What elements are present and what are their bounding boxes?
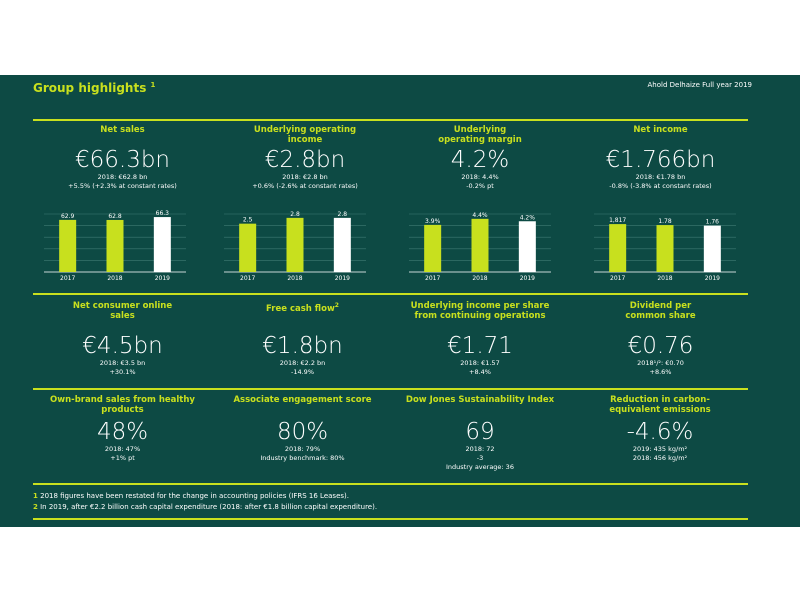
kpi-label-wrap xyxy=(220,301,385,333)
bar-2019 xyxy=(519,221,536,272)
kpi-prior: 2018: €62.8 bn xyxy=(97,173,148,181)
x-tick-label: 2018 xyxy=(657,275,673,282)
x-tick-label: 2019 xyxy=(154,275,170,282)
kpi-change: -0.2% pt xyxy=(466,182,494,190)
kpi-dow-jones-sustainability xyxy=(400,395,560,472)
operating-margin-bar-chart xyxy=(405,200,555,285)
kpi-label: Net sales xyxy=(100,125,145,135)
kpi-change: +0.6% (-2.6% at constant rates) xyxy=(252,182,358,190)
data-label: 2.5 xyxy=(242,216,253,224)
kpi-underlying-operating-income xyxy=(220,125,390,191)
kpi-associate-engagement xyxy=(220,395,385,463)
divider xyxy=(33,388,748,390)
kpi-label: Underlying income per share from continuing operations xyxy=(410,301,550,321)
kpi-prior: 2018¹/²: €0.70 xyxy=(637,359,684,367)
kpi-prior: 2018: €3.5 bn xyxy=(99,359,146,367)
kpi-prior: 2019: 435 kg/m² xyxy=(632,445,688,453)
bar-2018 xyxy=(472,219,489,272)
x-tick-label: 2017 xyxy=(240,275,256,282)
x-tick-label: 2017 xyxy=(425,275,441,282)
kpi-change: +8.6% xyxy=(649,368,672,376)
footnote-2: 2 In 2019, after €2.2 billion cash capital expenditure (2018: after €1.8 billion capital expenditure). xyxy=(33,503,378,511)
kpi-value: €1.8bn xyxy=(262,333,343,359)
x-tick-label: 2017 xyxy=(60,275,76,282)
bar-2018 xyxy=(287,218,304,272)
kpi-prior: 2018: €2.2 bn xyxy=(279,359,326,367)
kpi-change: +1% pt xyxy=(110,454,135,462)
data-label: 1,817 xyxy=(609,217,627,225)
kpi-change: +30.1% xyxy=(109,368,136,376)
data-label: 1.76 xyxy=(705,218,720,226)
kpi-change: -14.9% xyxy=(291,368,314,376)
kpi-value: -4.6% xyxy=(626,419,694,445)
kpi-label: Dow Jones Sustainability Index xyxy=(405,395,555,405)
kpi-change: +5.5% (+2.3% at constant rates) xyxy=(68,182,177,190)
kpi-change: +8.4% xyxy=(469,368,491,376)
kpi-net-consumer-online-sales xyxy=(40,301,205,377)
kpi-industry-average: Industry average: 36 xyxy=(446,463,514,471)
kpi-underlying-operating-margin xyxy=(410,125,550,191)
divider xyxy=(33,518,748,520)
bar-2018 xyxy=(107,220,124,272)
kpi-label: Net consumer online sales xyxy=(72,301,173,321)
kpi-change: -3 xyxy=(476,454,484,462)
kpi-prior-2018: 2018: 456 kg/m² xyxy=(632,454,688,462)
footnote-1: 1 2018 figures have been restated for the change in accounting policies (IFRS 16 Leases). xyxy=(33,492,349,500)
divider xyxy=(33,119,748,121)
kpi-dividend-per-share xyxy=(578,301,743,377)
x-tick-label: 2019 xyxy=(334,275,350,282)
kpi-value: 48% xyxy=(96,419,149,445)
kpi-net-sales xyxy=(40,125,205,191)
operating-income-bar-chart xyxy=(220,200,370,285)
kpi-label: Own-brand sales from healthy products xyxy=(50,395,195,415)
kpi-net-income xyxy=(578,125,743,191)
kpi-carbon-emissions-reduction xyxy=(570,395,750,463)
x-tick-label: 2017 xyxy=(610,275,626,282)
kpi-label: Underlying operating income xyxy=(253,125,357,145)
data-label: 66.3 xyxy=(155,210,170,218)
data-label: 4.4% xyxy=(472,211,488,219)
kpi-label: Dividend per common share xyxy=(625,301,696,321)
divider xyxy=(33,293,748,295)
data-label: 3.9% xyxy=(425,217,441,225)
kpi-value: €1.71 xyxy=(447,333,513,359)
kpi-value: €0.76 xyxy=(627,333,694,359)
kpi-value: €4.5bn xyxy=(82,333,163,359)
kpi-label: Net income xyxy=(633,125,688,135)
x-tick-label: 2019 xyxy=(519,275,535,282)
group-highlights-slide xyxy=(0,75,800,527)
kpi-label: Free cash flow xyxy=(266,303,335,314)
kpi-prior: 2018: €2.8 bn xyxy=(282,173,328,181)
kpi-prior: 2018: €1.57 xyxy=(460,359,500,367)
divider xyxy=(33,483,748,485)
x-tick-label: 2018 xyxy=(472,275,488,282)
x-tick-label: 2019 xyxy=(704,275,720,282)
kpi-own-brand-healthy-sales xyxy=(40,395,205,463)
kpi-change: -0.8% (-3.8% at constant rates) xyxy=(609,182,712,190)
kpi-value: 69 xyxy=(465,419,495,445)
kpi-prior: 2018: €1.78 bn xyxy=(635,173,686,181)
data-label: 62.8 xyxy=(108,212,122,220)
net-sales-bar-chart xyxy=(40,200,190,285)
kpi-value: 80% xyxy=(276,419,329,445)
data-label: 62.9 xyxy=(60,212,75,220)
data-label: 2.8 xyxy=(337,210,348,218)
bar-2018 xyxy=(657,225,674,272)
kpi-prior: 2018: 79% xyxy=(284,445,321,453)
data-label: 1.78 xyxy=(658,218,672,226)
kpi-label: Underlying operating margin xyxy=(438,125,522,145)
kpi-value: 4.2% xyxy=(450,147,510,173)
data-label: 2.8 xyxy=(290,210,300,218)
title-footnote-marker: 1 xyxy=(150,81,156,89)
kpi-benchmark: Industry benchmark: 80% xyxy=(260,454,345,462)
kpi-free-cash-flow xyxy=(220,301,385,377)
kpi-prior: 2018: 72 xyxy=(465,445,495,453)
kpi-value: €2.8bn xyxy=(264,147,346,173)
bar-2017 xyxy=(424,225,441,272)
kpi-underlying-income-per-share xyxy=(400,301,560,377)
kpi-label: Associate engagement score xyxy=(233,395,372,405)
page-title: Group highlights $^1$ xyxy=(33,81,156,95)
kpi-value: €1.766bn xyxy=(605,147,716,173)
kpi-value: €66.3bn xyxy=(74,147,171,173)
data-label: 4.2% xyxy=(519,214,535,222)
bar-2019 xyxy=(704,226,721,272)
kpi-label: Reduction in carbon-equivalent emissions xyxy=(609,395,711,415)
bar-2017 xyxy=(609,224,626,272)
bar-2017 xyxy=(59,220,76,272)
document-source: Ahold Delhaize Full year 2019 xyxy=(647,81,752,89)
footnote-marker: 2 xyxy=(334,302,339,309)
kpi-prior: 2018: 47% xyxy=(104,445,141,453)
bar-2017 xyxy=(239,224,256,272)
net-income-bar-chart xyxy=(590,200,740,285)
x-tick-label: 2018 xyxy=(287,275,303,282)
kpi-prior: 2018: 4.4% xyxy=(461,173,499,181)
x-tick-label: 2018 xyxy=(107,275,123,282)
bar-2019 xyxy=(334,218,351,272)
bar-2019 xyxy=(154,217,171,272)
